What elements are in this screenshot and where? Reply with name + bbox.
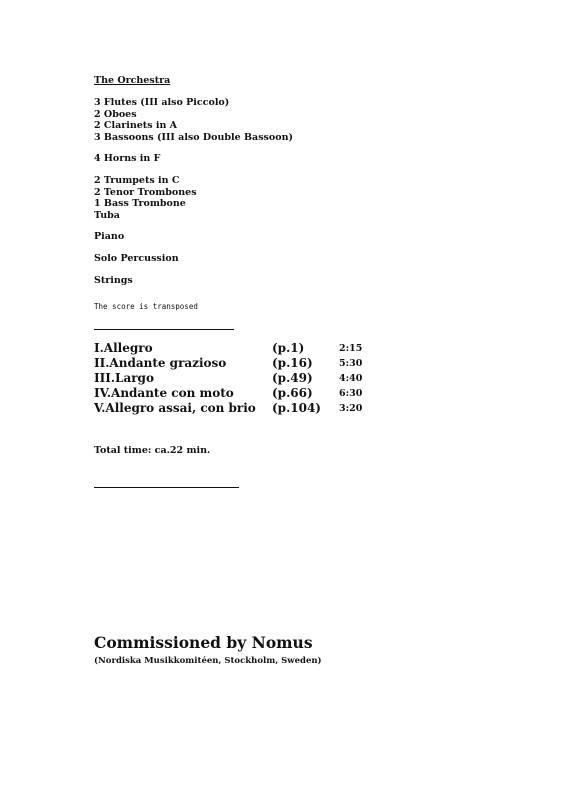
instrument-line: 2 Oboes	[94, 108, 137, 120]
instrument-line: 4 Horns in F	[94, 153, 161, 164]
movement-page: (p.16)	[272, 356, 313, 370]
movement-page: (p.1)	[272, 341, 305, 355]
movement-title: II.Andante grazioso	[94, 356, 227, 370]
orchestra-heading: The Orchestra	[94, 75, 171, 86]
instrument-line: 2 Clarinets in A	[94, 120, 178, 131]
movement-duration: 2:15	[339, 343, 363, 354]
strings-line: Strings	[94, 275, 133, 286]
instrument-line: 2 Trumpets in C	[94, 175, 180, 186]
instrument-line: 3 Flutes (III also Piccolo)	[94, 97, 230, 108]
instrument-line: 2 Tenor Trombones	[94, 186, 197, 198]
divider-rule	[94, 487, 239, 488]
movement-page: (p.66)	[272, 386, 313, 400]
movement-title: IV.Andante con moto	[94, 386, 234, 400]
movement-duration: 3:20	[339, 403, 363, 414]
commission-subtitle: (Nordiska Musikkomitéen, Stockholm, Sweden)	[94, 656, 322, 666]
movement-title: III.Largo	[94, 371, 154, 385]
movement-row	[94, 356, 394, 371]
instrument-line: 3 Bassoons (III also Double Bassoon)	[94, 131, 293, 143]
movement-page: (p.104)	[272, 401, 321, 415]
instrument-line: 1 Bass Trombone	[94, 198, 186, 209]
movement-duration: 6:30	[339, 388, 363, 399]
commission-title: Commissioned by Nomus	[94, 633, 313, 652]
piano-line: Piano	[94, 231, 125, 242]
horns-list	[94, 153, 160, 165]
woodwinds-list	[94, 97, 293, 143]
movement-row	[94, 341, 394, 356]
instrument-line: Tuba	[94, 209, 120, 221]
movement-duration: 5:30	[339, 358, 363, 369]
total-time: Total time: ca.22 min.	[94, 445, 211, 456]
movement-page: (p.49)	[272, 371, 313, 385]
movement-row	[94, 386, 394, 401]
movements-list	[94, 341, 394, 416]
transposed-note: The score is transposed	[94, 302, 198, 311]
movement-row	[94, 371, 394, 386]
movement-title: V.Allegro assai, con brio	[94, 401, 256, 415]
movement-duration: 4:40	[339, 373, 363, 384]
percussion-line: Solo Percussion	[94, 253, 179, 264]
movement-row	[94, 401, 394, 416]
movement-title: I.Allegro	[94, 341, 153, 355]
brass-list	[94, 175, 197, 221]
divider-rule	[94, 329, 234, 330]
